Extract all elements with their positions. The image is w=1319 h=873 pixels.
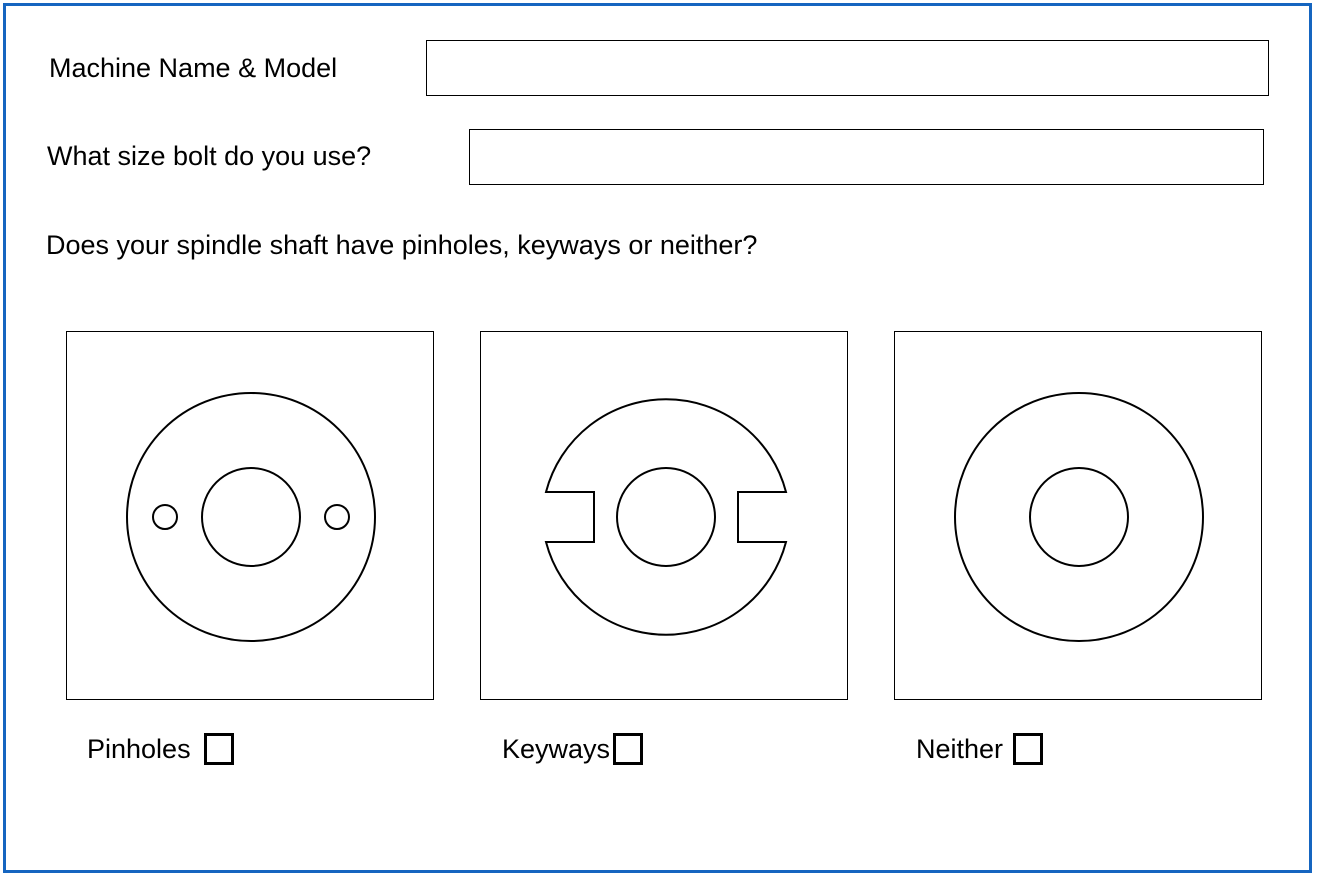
plain-shaft-drawing [895,332,1261,699]
option-neither[interactable] [916,733,1043,765]
machine-name-label: Machine Name & Model [49,53,338,83]
machine-name-input[interactable] [426,40,1269,96]
pinhole-right [325,505,349,529]
option-keyways[interactable] [502,733,643,765]
pinholes-label: Pinholes [87,733,191,764]
bore-circle [1030,468,1128,566]
shaft-outer-circle [955,393,1203,641]
keyways-checkbox[interactable] [613,733,643,765]
shaft-outline-with-keyways [546,399,786,635]
bore-circle [617,468,715,566]
bolt-size-label: What size bolt do you use? [47,141,372,171]
bolt-size-input[interactable] [469,129,1264,185]
spindle-plain-diagram [894,331,1262,700]
pinholes-checkbox[interactable] [204,733,234,765]
neither-checkbox[interactable] [1013,733,1043,765]
shaft-outer-circle [127,393,375,641]
keyways-label: Keyways [502,733,611,764]
spindle-keyways-diagram [480,331,848,700]
spindle-pinholes-diagram [66,331,434,700]
pinhole-left [153,505,177,529]
neither-label: Neither [916,733,1004,764]
keyways-shaft-drawing [481,332,847,699]
bore-circle [202,468,300,566]
spindle-question: Does your spindle shaft have pinholes, keyways or neither? [46,230,758,260]
option-pinholes[interactable] [87,733,234,765]
pinholes-shaft-drawing [67,332,433,699]
